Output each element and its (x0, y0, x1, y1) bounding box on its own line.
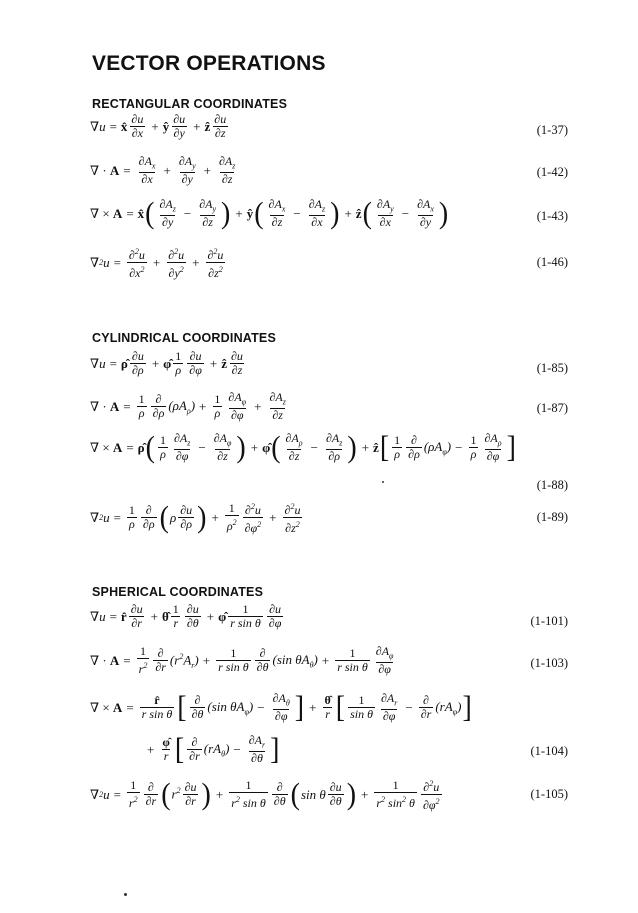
stray-mark (124, 893, 127, 896)
equation-number: (1-46) (536, 255, 568, 269)
equation-curl-spherical-line2: + $\frac{\varphî}{r}$ [ $\frac{\partial}{\partial r}$ $(rA_\theta)$ − $\frac{\partial A_r}{\partial\theta}$ ] (147, 732, 280, 767)
equation-number: (1-104) (530, 744, 568, 758)
equation-divergence-spherical: ∇ · A = $\frac{1}{r^2}$ $\frac{\partial}{\partial r}$ $(r^2A_r)$ + $\frac{1}{\text{r sin θ}}$ $\frac{\partial}{\partial\theta}$ (sin $\theta A_\theta$) + $\frac{1}{\text{r sin θ}}$ $\frac{\partial A_\varphi}{\partial\varphi}$ (90, 644, 394, 677)
equation-divergence-cylindrical: ∇ · A = $\frac{1}{\rho}$ $\frac{\partial}{\partial\rho}$ $(\rho A_\rho)$ + $\frac{1}{\rho}$ $\frac{\partial A_\varphi}{\partial\varphi}$ + $\frac{\partial A_z}{\partial z}$ (90, 390, 286, 423)
page-title: VECTOR OPERATIONS (92, 52, 326, 75)
equation-gradient-rectangular: ∇ u = x̂ $\frac{\partial u}{\partial x}$ + ŷ $\frac{\partial u}{\partial y}$ + ẑ $\frac{\partial u}{\partial z}$ (90, 112, 227, 140)
equation-number: (1-87) (536, 401, 568, 415)
equation-number: (1-85) (536, 361, 568, 375)
equation-number: (1-103) (530, 656, 568, 670)
equation-number: (1-101) (530, 614, 568, 628)
equation-curl-rectangular: ∇ × A = x̂ ( $\frac{\partial A_z}{\partial y}$ − $\frac{\partial A_y}{\partial z}$ ) + ŷ ( $\frac{\partial A_x}{\partial z}$ − $\frac{\partial A_z}{\partial x}$ ) + ẑ ( $\frac{\partial A_y}{\partial x}$ − $\frac{\partial A_x}{\partial y}$ ) (90, 196, 449, 231)
equation-number: (1-105) (530, 787, 568, 801)
equation-number: (1-43) (536, 209, 568, 223)
section-heading-rectangular: RECTANGULAR COORDINATES (92, 97, 288, 111)
equation-divergence-rectangular: ∇ · A = $\frac{\partial A_x}{\partial x}$ + $\frac{\partial A_y}{\partial y}$ + $\frac{\partial A_z}{\partial z}$ (90, 154, 236, 187)
section-heading-cylindrical: CYLINDRICAL COORDINATES (92, 331, 277, 345)
equation-number: (1-37) (536, 123, 568, 137)
equation-gradient-spherical: ∇ u = r̂ $\frac{\partial u}{\partial r}$ + θ̂ $\frac{1}{r}$ $\frac{\partial u}{\partial\theta}$ + φ̂ $\frac{1}{\text{r sin θ}}$ $\frac{\partial u}{\partial\varphi}$ (90, 602, 282, 630)
equation-curl-spherical-line1: ∇ × A = $\frac{r̂}{\text{r sin θ}}$ [ $\frac{\partial}{\partial\theta}$ (sin $\theta A_\varphi$) − $\frac{\partial A_\theta}{\partial\varphi}$ ] + $\frac{\thetâ}{r}$ [ $\frac{1}{\text{sin θ}}$ $\frac{\partial A_r}{\partial\varphi}$ − $\frac{\partial}{\partial r}$ $(rA_\varphi)$ ] (90, 690, 472, 725)
equation-number: (1-89) (536, 510, 568, 524)
equation-laplacian-rectangular: ∇ 2 u = $\frac{\partial^2u}{\partial x^2}$ + $\frac{\partial^2u}{\partial y^2}$ + $\frac{\partial^2u}{\partial z^2}$ (90, 247, 224, 280)
equation-number: (1-42) (536, 165, 568, 179)
equation-curl-cylindrical: ∇ × A = ρ̂ ( $\frac{1}{\rho}$ $\frac{\partial A_z}{\partial\varphi}$ − $\frac{\partial A_\varphi}{\partial z}$ ) + φ̂ ( $\frac{\partial A_\rho}{\partial z}$ − $\frac{\partial A_z}{\partial\rho}$ ) + ẑ [ $\frac{1}{\rho}$ $\frac{\partial}{\partial\rho}$ $(\rho A_\varphi)$ − $\frac{1}{\rho}$ $\frac{\partial A_\rho}{\partial\varphi}$ ] (90, 430, 516, 465)
equation-laplacian-cylindrical: ∇ 2 u = $\frac{1}{\rho}$ $\frac{\partial}{\partial\rho}$ ( ρ $\frac{\partial u}{\partial\rho}$ ) + $\frac{1}{\rho^2}$ $\frac{\partial^2u}{\partial\varphi^2}$ + $\frac{\partial^2u}{\partial z^2}$ (90, 499, 301, 535)
stray-mark (382, 481, 384, 483)
section-heading-spherical: SPHERICAL COORDINATES (92, 585, 264, 599)
equation-laplacian-spherical: ∇ 2 u = $\frac{1}{r^2}$ $\frac{\partial}{\partial r}$ ( $r^2$ $\frac{\partial u}{\partial r}$ ) + $\frac{1}{r^2 \sin \theta}$ $\frac{\partial}{\partial\theta}$ ( sin θ $\frac{\partial u}{\partial\theta}$ ) + $\frac{1}{r^2 \sin^2 \theta}$ $\frac{\partial^2u}{\partial\varphi^2}$ (90, 776, 440, 812)
equation-number: (1-88) (536, 478, 568, 492)
equation-gradient-cylindrical: ∇ u = ρ̂ $\frac{\partial u}{\partial\rho}$ + φ̂ $\frac{1}{\rho}$ $\frac{\partial u}{\partial\varphi}$ + ẑ $\frac{\partial u}{\partial z}$ (90, 349, 243, 377)
